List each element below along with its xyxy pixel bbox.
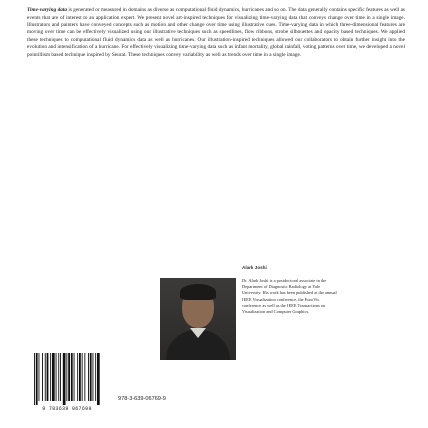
- barcode-bar: [63, 353, 66, 405]
- barcode-bar: [36, 353, 38, 405]
- barcode-bar: [68, 353, 70, 401]
- author-section: [160, 265, 340, 315]
- barcode-bar: [39, 353, 40, 401]
- barcode-bar: [88, 353, 89, 401]
- author-name: Alark Joshi: [242, 265, 267, 270]
- isbn-barcode: [32, 353, 102, 407]
- barcode-bar: [56, 353, 57, 401]
- photo-hair: [180, 284, 216, 300]
- barcode-bar: [71, 353, 73, 401]
- barcode-bar: [95, 353, 96, 401]
- barcode-bar: [79, 353, 81, 401]
- barcode-bar: [82, 353, 83, 401]
- barcode-bar: [58, 353, 59, 401]
- barcode-bar: [52, 353, 55, 401]
- barcode-bar: [84, 353, 85, 401]
- description-lead: Time-varying data: [27, 7, 68, 14]
- author-photo: [160, 278, 236, 360]
- barcode-bars: [32, 353, 102, 405]
- author-bio: Dr. Alark Joshi is a postdoctoral associate in the Department of Diagnostic Radiology at Yale University. His work has been published at the annual IEEE Visualization conference, the EuroVis conference as well as the IEEE Transactions on Visualization and Computer Graphics.: [242, 278, 337, 315]
- book-description: [27, 7, 405, 59]
- barcode-bar: [45, 353, 46, 401]
- barcode-bar: [90, 353, 92, 401]
- barcode-bar: [60, 353, 61, 401]
- barcode-bar: [97, 353, 100, 405]
- barcode-bar: [50, 353, 51, 401]
- isbn-number: 978-3-639-06769-9: [118, 396, 166, 402]
- barcode-digits: 9 783639 067699: [42, 406, 92, 412]
- barcode-bar: [77, 353, 78, 401]
- barcode-bar: [47, 353, 49, 401]
- barcode-bar: [66, 353, 67, 401]
- description-body: is generated or measured in domains as diverse as computational fluid dynamics, hurricanes and so on. The data generally contains specific features as well as events that are of interest to an application expert. We present novel art-inspired techniques for visualizing time-varying data that conveys change over time in a single image. Illustrators and painters have conveyed concepts such as motion and other change over time using illustrative cues. Time-varying data in which three-dimensional features are moving over time can be effectively visualized using our illustrative techniques such as speedlines, flow ribbons, strobe silhouettes and opacity based techniques. We applied these techniques to computational fluid dynamics data as well as hurricanes. Our illustration-inspired techniques allowed our collaborators to obtain further insight into the evolution and intensification of a hurricane. For effectively visualizing time-varying data such as infant mortality, global rainfall, voting patterns over time, we developed a novel pointillism based technique inspired by Seurat. These techniques convey variability as well as trends over time in a single image.: [27, 7, 405, 58]
- barcode-bar: [34, 353, 35, 405]
- barcode-bar: [74, 353, 75, 401]
- barcode-bar: [42, 353, 43, 401]
- barcode-bar: [93, 353, 94, 401]
